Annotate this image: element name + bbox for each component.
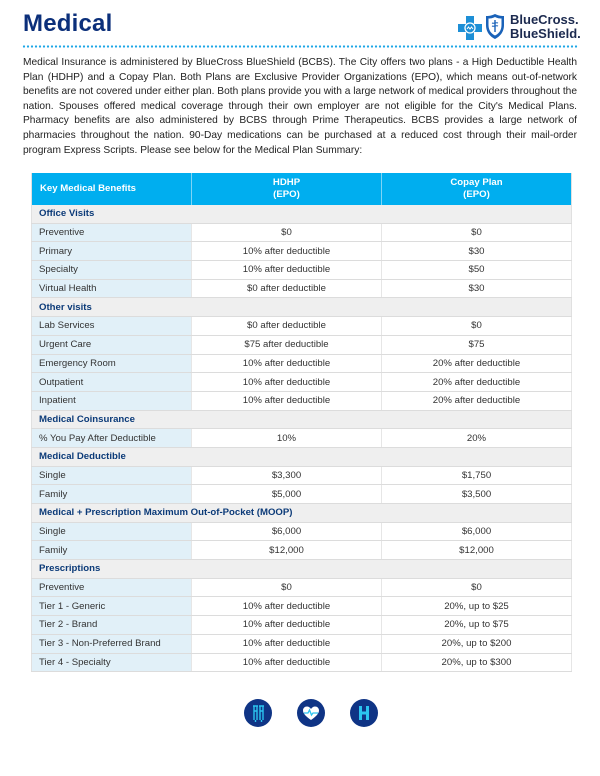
benefit-label: Tier 2 - Brand: [32, 616, 192, 635]
hdhp-value: $6,000: [192, 522, 382, 541]
copay-value: 20%, up to $75: [382, 616, 572, 635]
hdhp-value: 10% after deductible: [192, 616, 382, 635]
section-title: Other visits: [32, 298, 572, 317]
logo-line-2: BlueShield.: [510, 26, 581, 41]
table-row: [32, 485, 572, 504]
section-title: Medical Deductible: [32, 447, 572, 466]
copay-value: $75: [382, 335, 572, 354]
table-row: [32, 279, 572, 298]
table-header-row: [32, 173, 572, 205]
benefit-label: Family: [32, 541, 192, 560]
copay-value: 20% after deductible: [382, 373, 572, 392]
hdhp-value: $12,000: [192, 541, 382, 560]
section-row: [32, 560, 572, 579]
header-copay-name: Copay Plan: [450, 177, 503, 188]
section-title: Medical + Prescription Maximum Out-of-Pocket (MOOP): [32, 504, 572, 523]
heart-pulse-icon: [297, 699, 325, 727]
logo-line-1: BlueCross.: [510, 12, 579, 27]
page-title: Medical: [23, 10, 113, 37]
section-row: [32, 205, 572, 223]
hdhp-value: 10% after deductible: [192, 597, 382, 616]
table-row: [32, 578, 572, 597]
benefit-label: Single: [32, 522, 192, 541]
dotted-divider: [22, 45, 578, 48]
hdhp-value: 10% after deductible: [192, 354, 382, 373]
section-row: [32, 504, 572, 523]
copay-value: $30: [382, 279, 572, 298]
hdhp-value: 10% after deductible: [192, 653, 382, 672]
benefit-label: Lab Services: [32, 317, 192, 336]
table-row: [32, 653, 572, 672]
table-row: [32, 616, 572, 635]
table-row: [32, 597, 572, 616]
copay-value: $0: [382, 317, 572, 336]
hdhp-value: 10% after deductible: [192, 634, 382, 653]
benefit-label: Tier 3 - Non-Preferred Brand: [32, 634, 192, 653]
benefit-label: Urgent Care: [32, 335, 192, 354]
hdhp-value: 10% after deductible: [192, 373, 382, 392]
hospital-h-icon: [350, 699, 378, 727]
table-row: [32, 242, 572, 261]
copay-value: $50: [382, 261, 572, 280]
copay-value: $30: [382, 242, 572, 261]
section-row: [32, 298, 572, 317]
header-copay-type: (EPO): [463, 189, 490, 200]
benefit-label: Preventive: [32, 223, 192, 242]
table-row: [32, 634, 572, 653]
table-row: [32, 391, 572, 410]
table-row: [32, 522, 572, 541]
blue-shield-icon: [485, 13, 505, 40]
hdhp-value: 10% after deductible: [192, 242, 382, 261]
benefit-label: Family: [32, 485, 192, 504]
table-row: [32, 429, 572, 448]
table-row: [32, 317, 572, 336]
header-copay: [382, 173, 572, 205]
benefit-label: Preventive: [32, 578, 192, 597]
hdhp-value: $3,300: [192, 466, 382, 485]
copay-value: $0: [382, 578, 572, 597]
hdhp-value: 10% after deductible: [192, 391, 382, 410]
copay-value: 20% after deductible: [382, 391, 572, 410]
bcbs-logo: [458, 10, 588, 44]
bcbs-logo-text: [510, 13, 581, 41]
copay-value: 20%: [382, 429, 572, 448]
hdhp-value: $0: [192, 223, 382, 242]
table-row: [32, 373, 572, 392]
copay-value: $12,000: [382, 541, 572, 560]
benefit-label: Primary: [32, 242, 192, 261]
header-hdhp-name: HDHP: [272, 177, 301, 188]
header-key-benefits: Key Medical Benefits: [32, 173, 192, 205]
copay-value: 20%, up to $300: [382, 653, 572, 672]
benefit-label: Inpatient: [32, 391, 192, 410]
hdhp-value: 10% after deductible: [192, 261, 382, 280]
benefit-label: Specialty: [32, 261, 192, 280]
hdhp-value: $5,000: [192, 485, 382, 504]
benefit-label: Emergency Room: [32, 354, 192, 373]
hdhp-value: $0 after deductible: [192, 279, 382, 298]
table-row: [32, 261, 572, 280]
header-hdhp: [192, 173, 382, 205]
copay-value: 20%, up to $200: [382, 634, 572, 653]
hdhp-value: $0: [192, 578, 382, 597]
benefit-label: Virtual Health: [32, 279, 192, 298]
copay-value: $1,750: [382, 466, 572, 485]
table-row: [32, 354, 572, 373]
copay-value: 20% after deductible: [382, 354, 572, 373]
header-hdhp-type: (EPO): [273, 189, 300, 200]
copay-value: $0: [382, 223, 572, 242]
crutches-icon: [244, 699, 272, 727]
section-row: [32, 410, 572, 429]
benefit-label: Tier 4 - Specialty: [32, 653, 192, 672]
section-title: Office Visits: [32, 205, 572, 223]
section-row: [32, 447, 572, 466]
benefits-table-body: [32, 205, 572, 672]
benefit-label: Tier 1 - Generic: [32, 597, 192, 616]
section-title: Medical Coinsurance: [32, 410, 572, 429]
intro-paragraph: Medical Insurance is administered by BlueCross BlueShield (BCBS). The City offers two plans - a High Deductible Health Plan (HDHP) and a Copay Plan. Both Plans are Exclusive Provider Organizations (EPO), which means out-of-network benefits are not covered under either plan. Both plans provide you with a large network of medical providers throughout the nation. Spouses offered medical coverage through their own employer are not eligible for the City's Medical Plans. Pharmacy benefits are also administered by BCBS through Prime Therapeutics. BCBS provides a large network of pharmacies throughout the nation. 90-Day medications can be purchased at a reduced cost through their mail-order program Express Scripts. Please see below for the Medical Plan Summary:: [23, 57, 577, 156]
blue-cross-icon: [458, 16, 482, 40]
table-row: [32, 466, 572, 485]
table-row: [32, 223, 572, 242]
benefit-label: Outpatient: [32, 373, 192, 392]
hdhp-value: $0 after deductible: [192, 317, 382, 336]
hdhp-value: 10%: [192, 429, 382, 448]
benefits-table: [31, 173, 572, 672]
table-row: [32, 541, 572, 560]
section-title: Prescriptions: [32, 560, 572, 579]
hdhp-value: $75 after deductible: [192, 335, 382, 354]
copay-value: $6,000: [382, 522, 572, 541]
footer-icons: [244, 699, 379, 729]
benefit-label: Single: [32, 466, 192, 485]
table-row: [32, 335, 572, 354]
copay-value: 20%, up to $25: [382, 597, 572, 616]
benefit-label: % You Pay After Deductible: [32, 429, 192, 448]
copay-value: $3,500: [382, 485, 572, 504]
